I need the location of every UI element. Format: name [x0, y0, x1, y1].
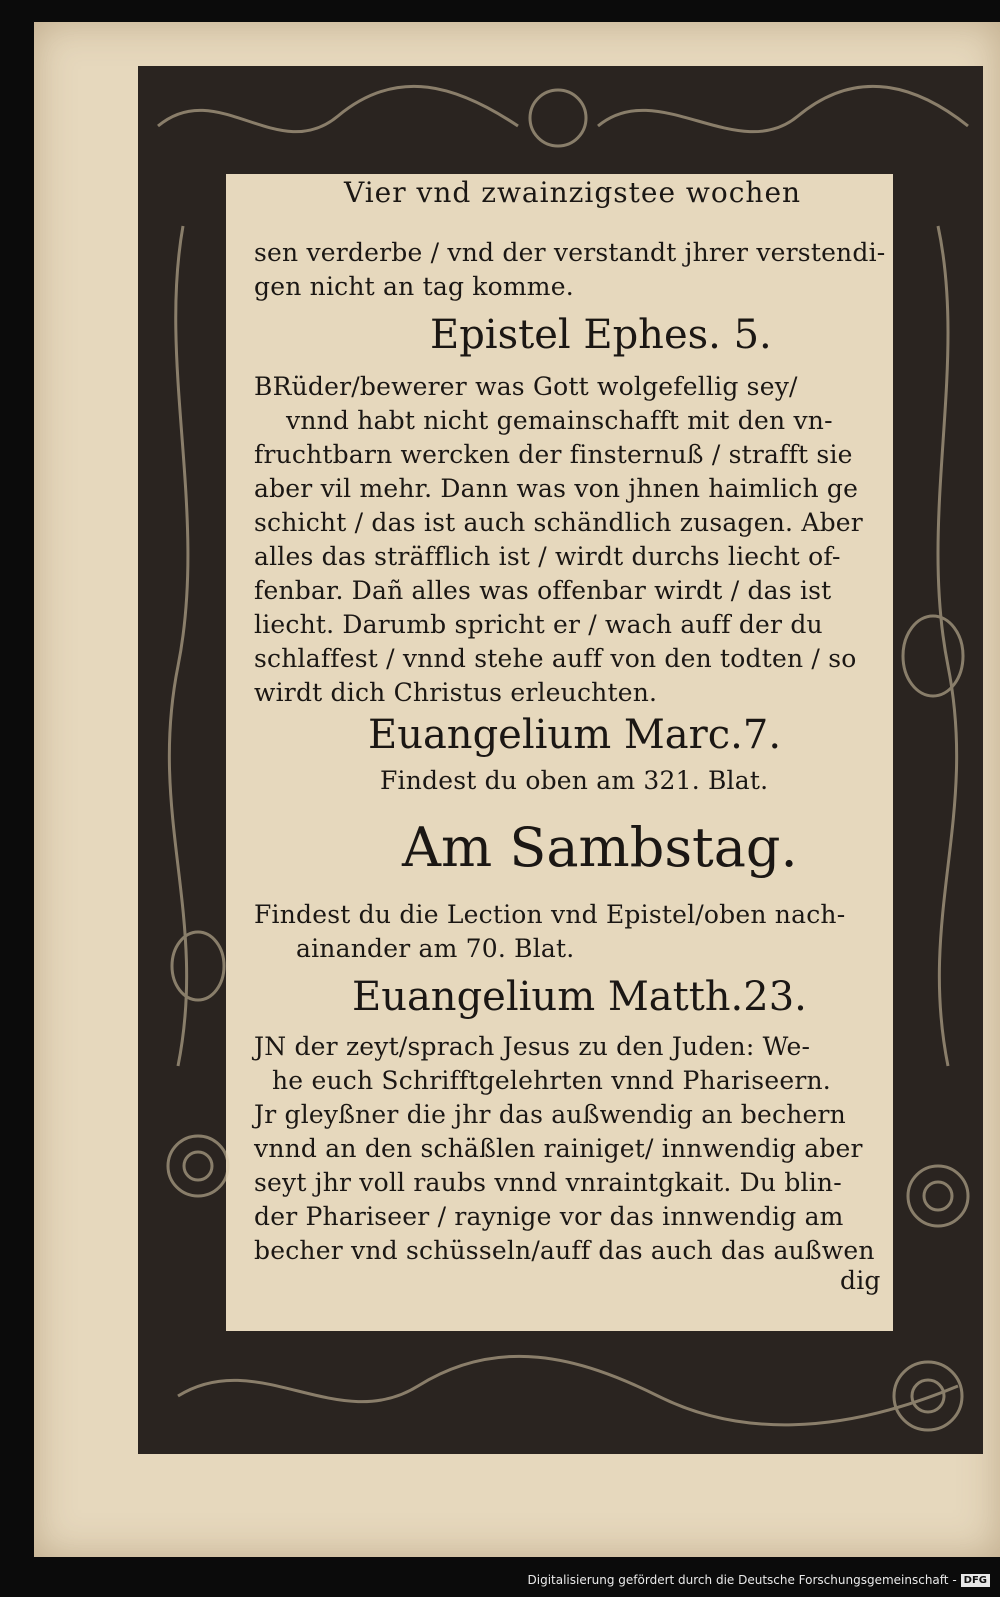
- text-line: BRüder/bewerer was Gott wolgefellig sey/: [254, 372, 798, 401]
- reference-line: Findest du oben am 321. Blat.: [380, 766, 769, 795]
- section-title-epistel: Epistel Ephes. 5.: [430, 312, 772, 358]
- credit-text: Digitalisierung gefördert durch die Deutsche Forschungsgemeinschaft -: [527, 1573, 957, 1587]
- section-title-marc: Euangelium Marc.7.: [368, 712, 782, 758]
- text-line: der Phariseer / raynige vor das innwendig am: [254, 1202, 844, 1231]
- text-line: fruchtbarn wercken der finsternuß / strafft sie: [254, 440, 853, 469]
- catchword: dig: [840, 1266, 881, 1295]
- text-line: fenbar. Dañ alles was offenbar wirdt / das ist: [254, 576, 832, 605]
- text-line: liecht. Darumb spricht er / wach auff der du: [254, 610, 823, 639]
- section-title-matth: Euangelium Matth.23.: [352, 974, 807, 1020]
- text-line: schlaffest / vnnd stehe auff von den todten / so: [254, 644, 857, 673]
- text-line: aber vil mehr. Dann was von jhnen haimlich ge: [254, 474, 859, 503]
- digitization-credit: [528, 1573, 991, 1587]
- text-line: Findest du die Lection vnd Epistel/oben nach-: [254, 900, 846, 929]
- text-line: becher vnd schüsseln/auff das auch das außwen: [254, 1236, 875, 1265]
- text-line: schicht / das ist auch schändlich zusagen. Aber: [254, 508, 863, 537]
- running-header: Vier vnd zwainzigstee wochen: [344, 176, 802, 209]
- text-line: vnnd an den schäßlen rainiget/ innwendig aber: [254, 1134, 863, 1163]
- text-line: Jr gleyßner die jhr das außwendig an bechern: [254, 1100, 846, 1129]
- text-line: he euch Schrifftgelehrten vnnd Phariseern.: [272, 1066, 831, 1095]
- text-line: JN der zeyt/sprach Jesus zu den Juden: We-: [254, 1032, 811, 1061]
- text-line: vnnd habt nicht gemainschafft mit den vn-: [286, 406, 833, 435]
- text-line: sen verderbe / vnd der verstandt jhrer verstendi-: [254, 238, 886, 267]
- day-heading: Am Sambstag.: [402, 816, 798, 879]
- dfg-logo-icon: DFG: [961, 1574, 990, 1587]
- text-line: alles das sträfflich ist / wirdt durchs liecht of-: [254, 542, 841, 571]
- text-line: gen nicht an tag komme.: [254, 272, 574, 301]
- text-line: wirdt dich Christus erleuchten.: [254, 678, 658, 707]
- text-line: seyt jhr voll raubs vnnd vnraintgkait. Du blin-: [254, 1168, 842, 1197]
- page-text: [240, 176, 900, 1306]
- text-line: ainander am 70. Blat.: [296, 934, 575, 963]
